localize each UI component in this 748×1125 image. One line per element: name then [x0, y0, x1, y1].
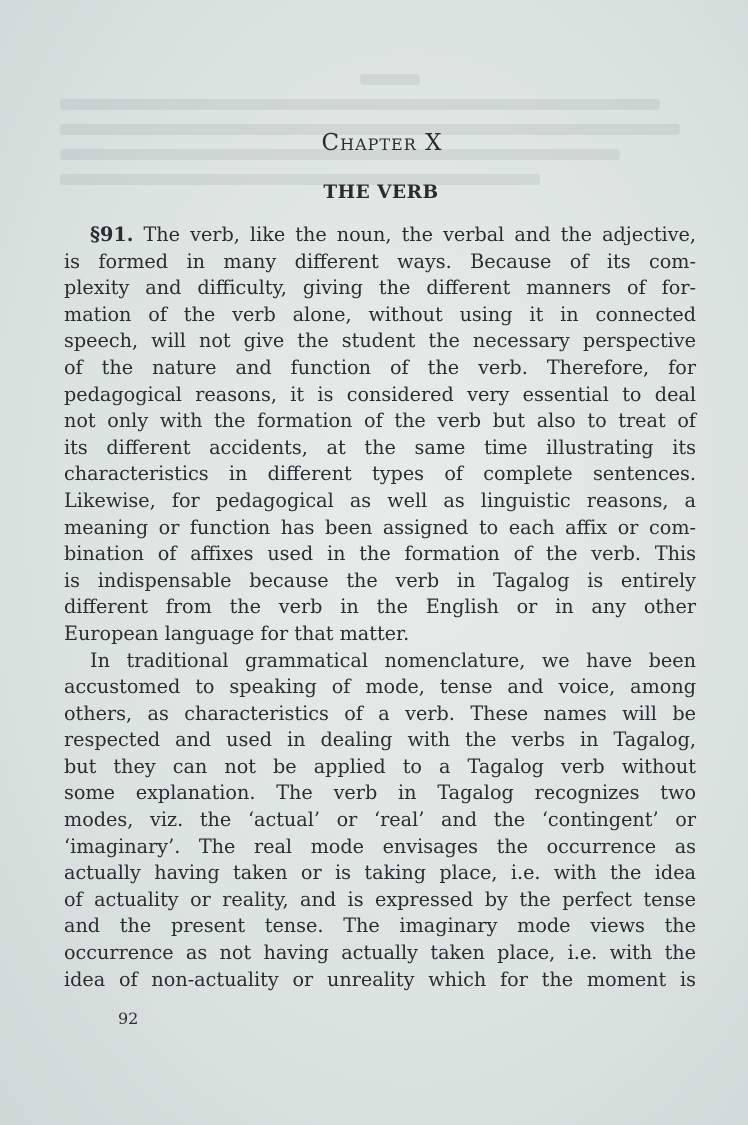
text-line: is formed in many different ways. Because of its com-	[64, 249, 696, 273]
text-line: Likewise, for pedagogical as well as linguistic reasons, a	[64, 488, 696, 512]
text-line: mation of the verb alone, without using it in connected	[64, 302, 696, 326]
text-line: §91. The verb, like the noun, the verbal and the adjective,	[90, 223, 696, 246]
text-line: of the nature and function of the verb. Therefore, for	[64, 355, 696, 379]
text-line: some explanation. The verb in Tagalog recognizes two	[64, 781, 696, 805]
text-line: is indispensable because the verb in Tagalog is entirely	[64, 568, 696, 592]
text-line: ‘imaginary’. The real mode envisages the occurrence as	[64, 834, 696, 858]
text-line: respected and used in dealing with the verbs in Tagalog,	[64, 728, 696, 752]
text-line: meaning or function has been assigned to each affix or com-	[64, 515, 696, 539]
text-line: and the present tense. The imaginary mode views the	[64, 914, 696, 938]
text-line: occurrence as not having actually taken place, i.e. with the	[64, 941, 696, 965]
text-line: different from the verb in the English or in any other	[64, 595, 696, 619]
text-line: speech, will not give the student the necessary perspective	[64, 329, 696, 353]
text-line: modes, viz. the ‘actual’ or ‘real’ and the ‘contingent’ or	[64, 808, 696, 832]
text-line: plexity and difficulty, giving the different manners of for-	[64, 276, 696, 300]
chapter-heading: Chapter X	[321, 130, 443, 156]
text-line: pedagogical reasons, it is considered very essential to deal	[64, 382, 696, 406]
text-line: of actuality or reality, and is expressed by the perfect tense	[64, 887, 696, 911]
text-line: others, as characteristics of a verb. These names will be	[64, 701, 696, 725]
text-line: not only with the formation of the verb but also to treat of	[64, 409, 696, 433]
text-line: idea of non-actuality or unreality which for the moment is	[64, 967, 696, 991]
page-number: 92	[118, 1009, 139, 1028]
text-line: its different accidents, at the same time illustrating its	[64, 435, 696, 459]
section-marker: §91.	[90, 223, 134, 246]
text-line: accustomed to speaking of mode, tense and voice, among	[64, 675, 696, 699]
text-line: actually having taken or is taking place, i.e. with the idea	[64, 861, 696, 885]
text-line: In traditional grammatical nomenclature, we have been	[90, 648, 696, 672]
text-line: characteristics in different types of complete sentences.	[64, 462, 696, 486]
text-line: but they can not be applied to a Tagalog verb without	[64, 754, 696, 778]
body-text	[64, 222, 696, 993]
paragraph-1	[64, 222, 696, 648]
paragraph-2	[64, 648, 696, 994]
text-line: bination of affixes used in the formation of the verb. This	[64, 542, 696, 566]
section-title: THE VERB	[323, 182, 439, 203]
text-line: European language for that matter.	[64, 621, 410, 645]
